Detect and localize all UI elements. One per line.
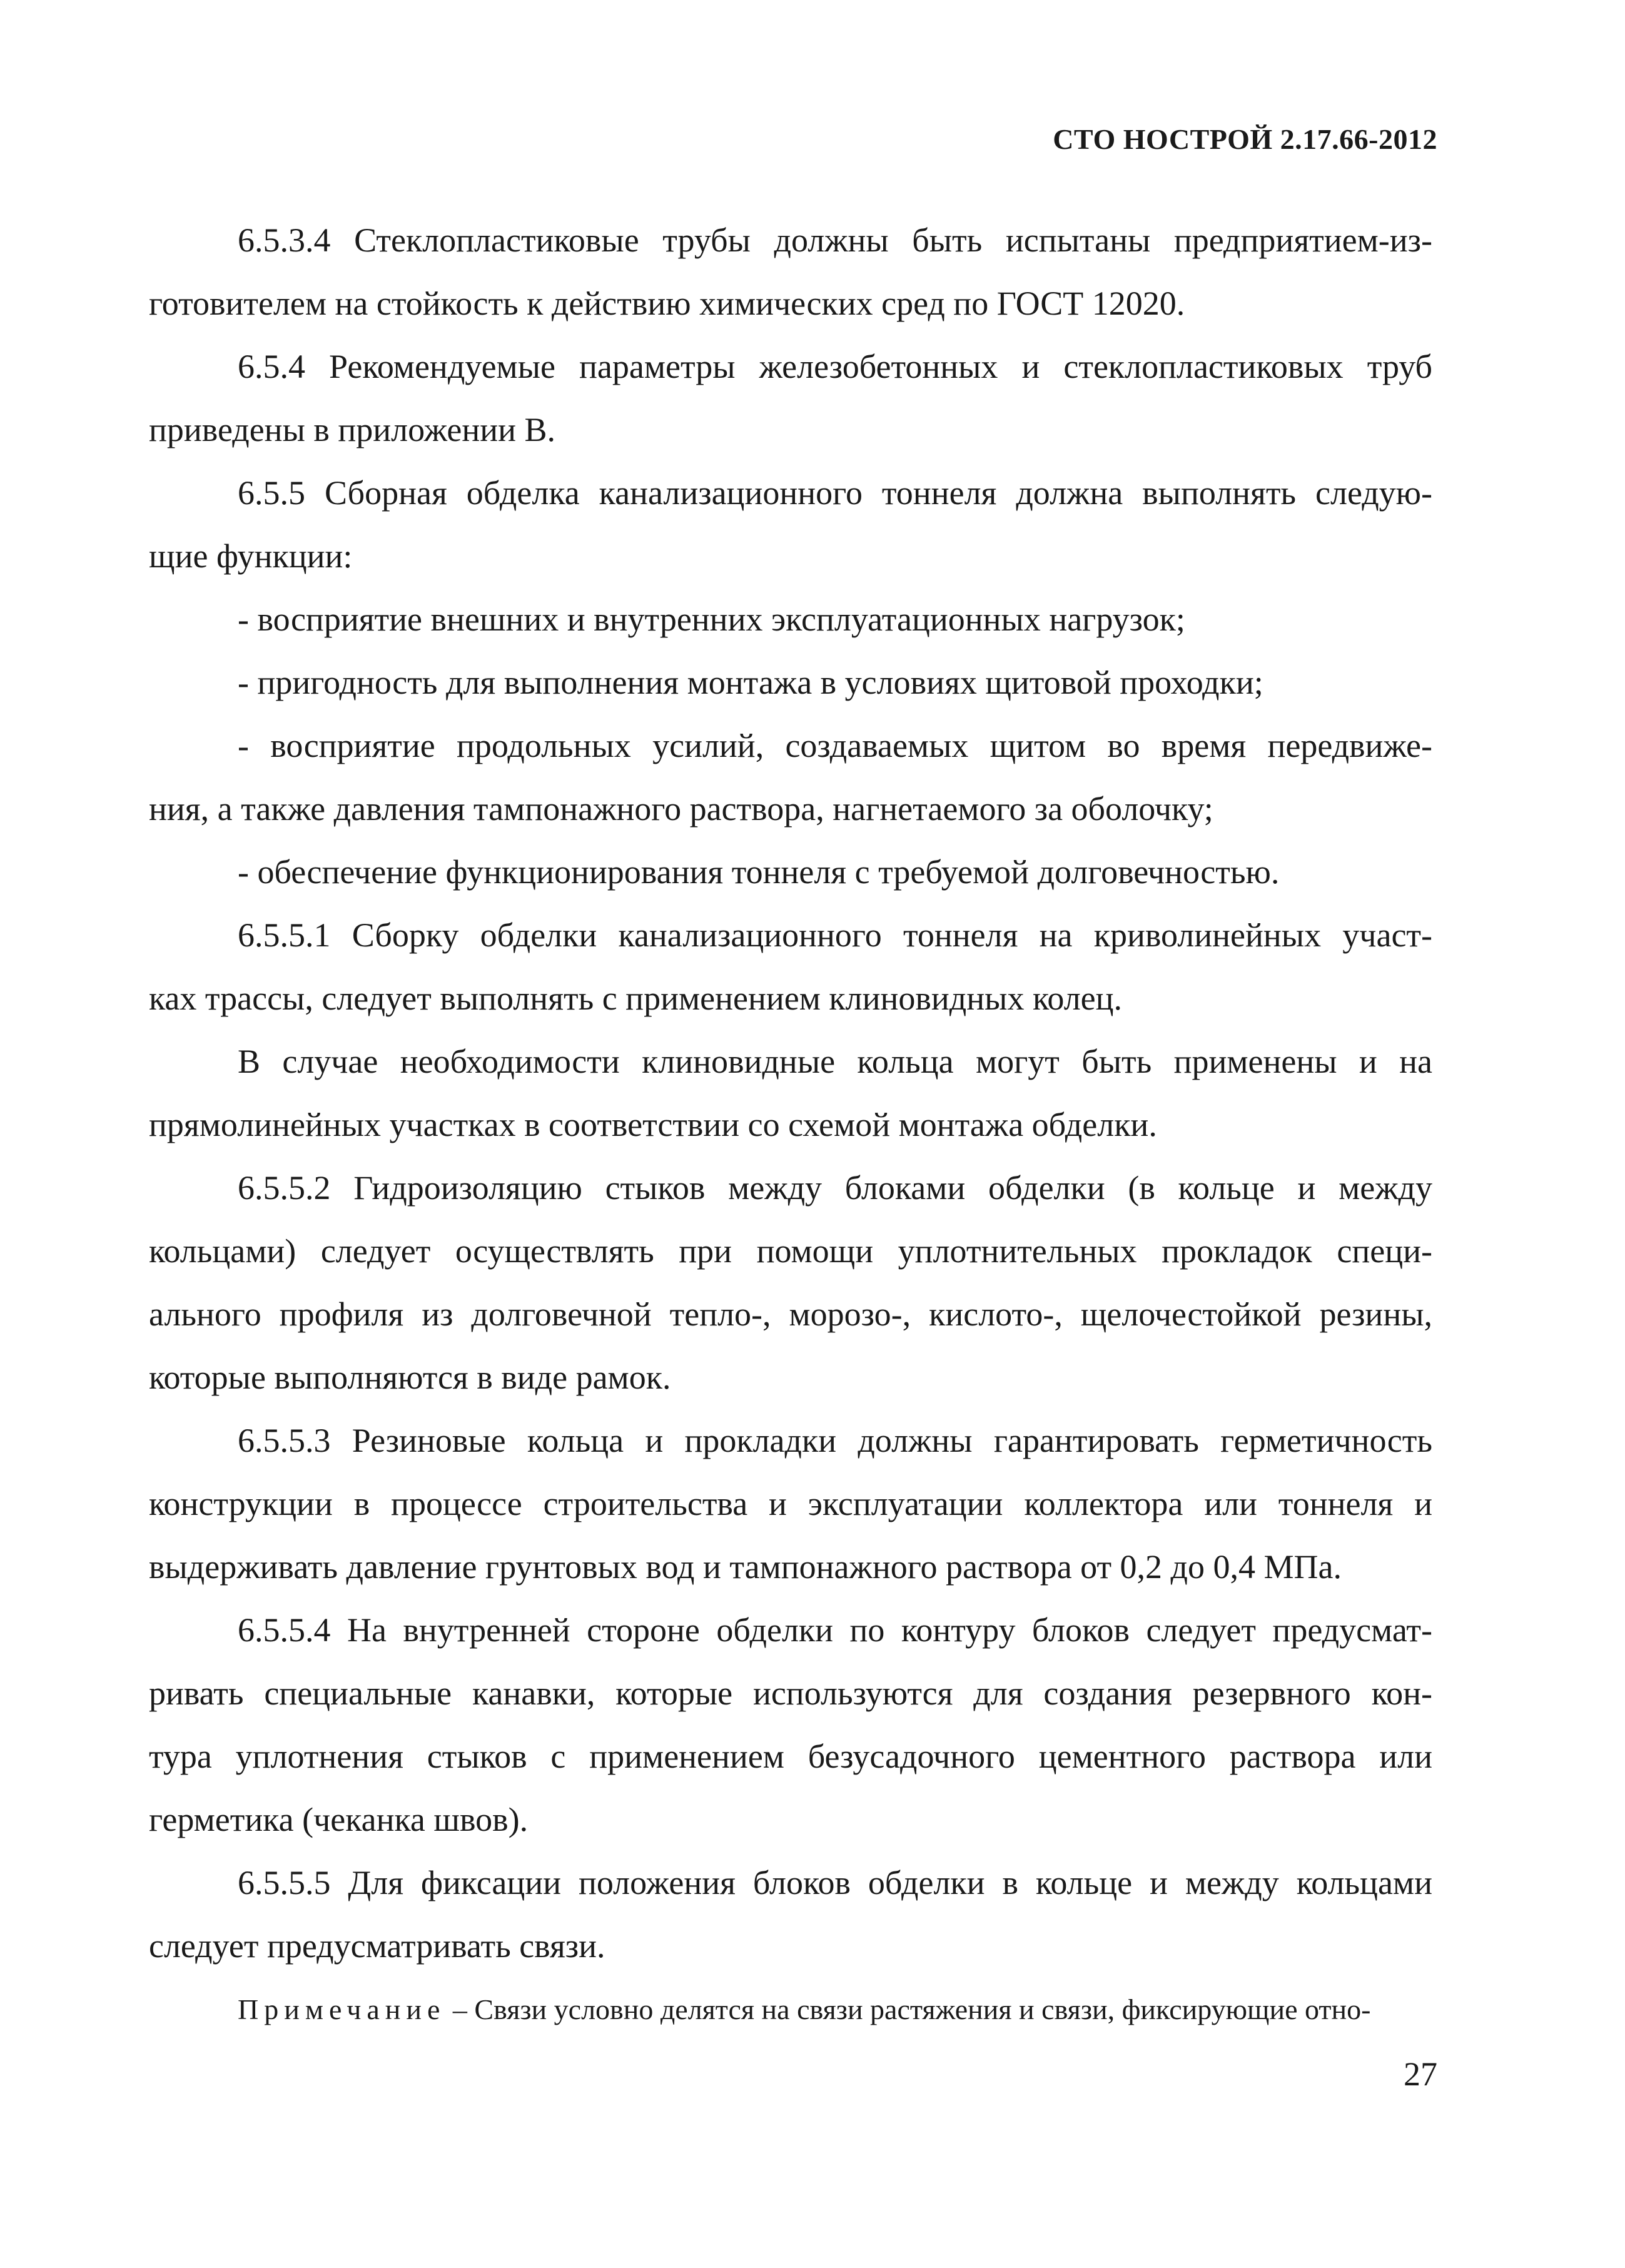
note-label: Примечание: [238, 1993, 446, 2025]
paragraph-6-5-5-5-line-1: 6.5.5.5 Для фиксации положения блоков обделки в кольце и между кольцами: [238, 1864, 1432, 1901]
paragraph-6-5-5-3-line-1: 6.5.5.3 Резиновые кольца и прокладки должны гарантировать герметичность: [238, 1422, 1432, 1459]
list-item-forces-line-1: - восприятие продольных усилий, создаваемых щитом во время передвиже-: [238, 727, 1432, 764]
body-text: [149, 209, 1432, 2041]
paragraph-6-5-5-2-line-2: кольцами) следует осуществлять при помощи уплотнительных прокладок специ-: [149, 1232, 1432, 1270]
paragraph-wedge-rings-line-2: прямолинейных участках в соответствии со схемой монтажа обделки.: [149, 1106, 1157, 1143]
list-item-durability: - обеспечение функционирования тоннеля с требуемой долговечностью.: [238, 853, 1280, 891]
paragraph-6-5-5-2-line-4: которые выполняются в виде рамок.: [149, 1359, 671, 1396]
paragraph-6-5-5-1-line-2: ках трассы, следует выполнять с применением клиновидных колец.: [149, 980, 1123, 1017]
paragraph-wedge-rings-line-1: В случае необходимости клиновидные кольца могут быть применены и на: [238, 1043, 1432, 1080]
note: [149, 1978, 1432, 2041]
paragraph-6-5-5-3-line-3: выдерживать давление грунтовых вод и тампонажного раствора от 0,2 до 0,4 МПа.: [149, 1548, 1342, 1586]
paragraph-6-5-5-2-line-3: ального профиля из долговечной тепло-, морозо-, кислото-, щелочестойкой резины,: [149, 1295, 1432, 1333]
list-item-forces-line-2: ния, а также давления тампонажного раствора, нагнетаемого за оболочку;: [149, 790, 1213, 828]
paragraph-6-5-3-4-line-1: 6.5.3.4 Стеклопластиковые трубы должны быть испытаны предприятием-из-: [238, 221, 1432, 259]
document-code-header: СТО НОСТРОЙ 2.17.66-2012: [1053, 123, 1437, 155]
paragraph-6-5-5-4-line-2: ривать специальные канавки, которые используются для создания резервного кон-: [149, 1674, 1432, 1712]
paragraph-6-5-5-4-line-3: тура уплотнения стыков с применением безусадочного цементного раствора или: [149, 1738, 1432, 1775]
paragraph-6-5-5-1-line-1: 6.5.5.1 Сборку обделки канализационного тоннеля на криволинейных участ-: [238, 916, 1432, 954]
paragraph-6-5-5-5-line-2: следует предусматривать связи.: [149, 1927, 605, 1965]
list-item-loads: - восприятие внешних и внутренних эксплуатационных нагрузок;: [238, 600, 1185, 638]
paragraph-6-5-5-4-line-1: 6.5.5.4 На внутренней стороне обделки по контуру блоков следует предусмат-: [238, 1611, 1432, 1649]
paragraph-6-5-5-line-2: щие функции:: [149, 537, 353, 575]
paragraph-6-5-5-2-line-1: 6.5.5.2 Гидроизоляцию стыков между блоками обделки (в кольце и между: [238, 1169, 1432, 1207]
paragraph-6-5-5-4-line-4: герметика (чеканка швов).: [149, 1801, 529, 1838]
paragraph-6-5-3-4-line-2: готовителем на стойкость к действию химических сред по ГОСТ 12020.: [149, 285, 1185, 322]
paragraph-6-5-4-line-2: приведены в приложении В.: [149, 411, 556, 448]
paragraph-6-5-5-line-1: 6.5.5 Сборная обделка канализационного тоннеля должна выполнять следую-: [238, 474, 1432, 512]
list-item-mounting: - пригодность для выполнения монтажа в условиях щитовой проходки;: [238, 664, 1263, 701]
page-number: 27: [1404, 2055, 1437, 2093]
paragraph-6-5-4-line-1: 6.5.4 Рекомендуемые параметры железобетонных и стеклопластиковых труб: [238, 348, 1432, 385]
note-text: – Связи условно делятся на связи растяжения и связи, фиксирующие отно-: [445, 1993, 1371, 2025]
paragraph-6-5-5-3-line-2: конструкции в процессе строительства и эксплуатации коллектора или тоннеля и: [149, 1485, 1432, 1522]
